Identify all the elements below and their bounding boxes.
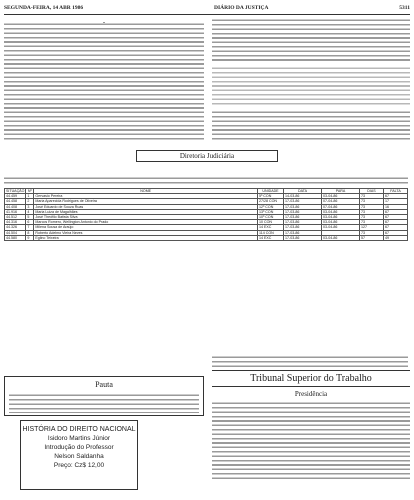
table-cell: 03-04-86 [322, 209, 360, 214]
book-price: Preço: Cz$ 12,00 [53, 462, 105, 469]
table-cell: 03-04-86 [322, 225, 360, 230]
book-author: Isidoro Martins Júnior [47, 435, 111, 442]
table-cell: 03-04-86 [322, 220, 360, 225]
table-cell: Gervasio Pereira [34, 194, 258, 199]
table-cell: 17-03-86 [284, 204, 322, 209]
table-cell: José Eduardo de Souza Ruas [34, 204, 258, 209]
col-header: DATA [284, 189, 322, 194]
table-cell: 14 EXC [258, 225, 284, 230]
right-column [212, 18, 410, 140]
table-cell: 10 CON [258, 220, 284, 225]
table-cell: 03-04-86 [322, 235, 360, 240]
table-cell: 5 [26, 215, 34, 220]
table-cell: 9 [26, 235, 34, 240]
signatures [212, 355, 408, 367]
table-cell: 07-04-86 [322, 204, 360, 209]
table-cell: 67 [384, 215, 408, 220]
table-cell: 03-04-86 [322, 215, 360, 220]
tribunal-text [212, 401, 410, 481]
col-header: PARA [322, 189, 360, 194]
table-cell: 3 [26, 204, 34, 209]
pauta-title: Pauta [95, 380, 113, 389]
table-cell: 73 [360, 199, 384, 204]
table-cell: 7 [26, 225, 34, 230]
table-cell: 17-03-86 [284, 235, 322, 240]
col-header: Nº [26, 189, 34, 194]
table-cell: Roberto Adelmo Vieira Neves [34, 230, 258, 235]
table-cell: 17-03-86 [284, 220, 322, 225]
table-cell: 10º CON [258, 215, 284, 220]
table-cell: 44.326 [5, 225, 26, 230]
article-text-right [212, 18, 410, 62]
table-cell: 44.316 [5, 220, 26, 225]
table-cell: 4 [26, 209, 34, 214]
table-cell: 44.458 [5, 199, 26, 204]
table-cell: 73 [360, 209, 384, 214]
col-header: UNIDADE [258, 189, 284, 194]
table-cell: 44.408 [5, 204, 26, 209]
table-cell: 44.512 [5, 215, 26, 220]
table-cell: 67 [384, 220, 408, 225]
pauta-text [9, 393, 199, 413]
col-header: FALTA [384, 189, 408, 194]
table-cell: 17-03-86 [284, 215, 322, 220]
table-cell: Milena Sousa de Araújo [34, 225, 258, 230]
table-cell: 67 [384, 194, 408, 199]
table-cell: 114 CON [258, 230, 284, 235]
table-cell: 67 [384, 230, 408, 235]
table-cell: Maria Aparecida Rodrigues de Oliveira [34, 199, 258, 204]
table-cell: 8 [26, 230, 34, 235]
table-cell: 41.916 [5, 209, 26, 214]
article-text-right-2 [212, 110, 410, 140]
header-page-number: 5311 [399, 5, 410, 11]
article-text [4, 22, 204, 142]
table-cell: 49 [384, 235, 408, 240]
table-cell: 17-03-86 [284, 199, 322, 204]
table-cell: 17-03-86 [284, 225, 322, 230]
table-cell: 57 [360, 235, 384, 240]
section-banner: Diretoria Judiciária [136, 150, 278, 162]
book-advertisement [20, 420, 138, 490]
table-cell: 73 [360, 215, 384, 220]
book-intro: Introdução do Professor [44, 444, 114, 451]
table-section [4, 176, 408, 241]
table-cell: 1 [26, 194, 34, 199]
tribunal-title: Tribunal Superior do Trabalho [212, 370, 410, 387]
table-cell: 5º CON [258, 194, 284, 199]
col-header: SITUAÇÃO [6, 189, 25, 193]
presidency-heading: Presidência [294, 390, 328, 398]
table-cell: 73 [360, 194, 384, 199]
table-cell: Marcos Romero, Wellington Antonio do Prado [34, 220, 258, 225]
table-cell: 14 EXC [258, 235, 284, 240]
table-cell: 67 [384, 209, 408, 214]
summary-block [212, 66, 410, 106]
table-cell: 44.580 [5, 235, 26, 240]
table-cell: 44.504 [5, 230, 26, 235]
header-date: SEGUNDA-FEIRA, 14 ABR 1986 [4, 5, 84, 11]
table-cell: 17 [384, 199, 408, 204]
col-header: NOME [34, 189, 258, 194]
table-cell: 27/28 CON [258, 199, 284, 204]
table-cell: 12º CON [258, 204, 284, 209]
table-row [5, 235, 408, 240]
table-cell: 07-04-86 [322, 199, 360, 204]
header-journal: DIÁRIO DA JUSTIÇA [214, 5, 269, 11]
table-cell: 73 [360, 230, 384, 235]
tribunal-section [212, 370, 410, 481]
table-cell: José Theófilo Batista Silva [34, 215, 258, 220]
table-cell: 03-04-86 [322, 194, 360, 199]
page-header [4, 5, 410, 15]
table-cell: 73 [360, 204, 384, 209]
left-column [4, 18, 204, 142]
table-cell: 6 [26, 220, 34, 225]
table-cell: 16 [384, 204, 408, 209]
table-cell: Eglino Teixeira [34, 235, 258, 240]
table-cell: 17-03-86 [284, 209, 322, 214]
table-cell: 67 [384, 225, 408, 230]
table-cell: 14-03-86 [284, 194, 322, 199]
table-cell: 44.459 [5, 194, 26, 199]
book-title: HISTÓRIA DO DIREITO NACIONAL [22, 426, 136, 433]
table-caption [4, 176, 408, 186]
table-cell: 13º CON [258, 209, 284, 214]
table-cell: Maria Luiza de Magalhães [34, 209, 258, 214]
col-header: DIAS [360, 189, 384, 194]
table-cell: 2 [26, 199, 34, 204]
judges-table [4, 188, 408, 241]
table-cell: 17-03-86 [284, 230, 322, 235]
book-introducer: Nelson Saldanha [54, 453, 104, 460]
table-cell: 73 [360, 220, 384, 225]
table-cell: 127 [360, 225, 384, 230]
pauta-box [4, 376, 204, 416]
